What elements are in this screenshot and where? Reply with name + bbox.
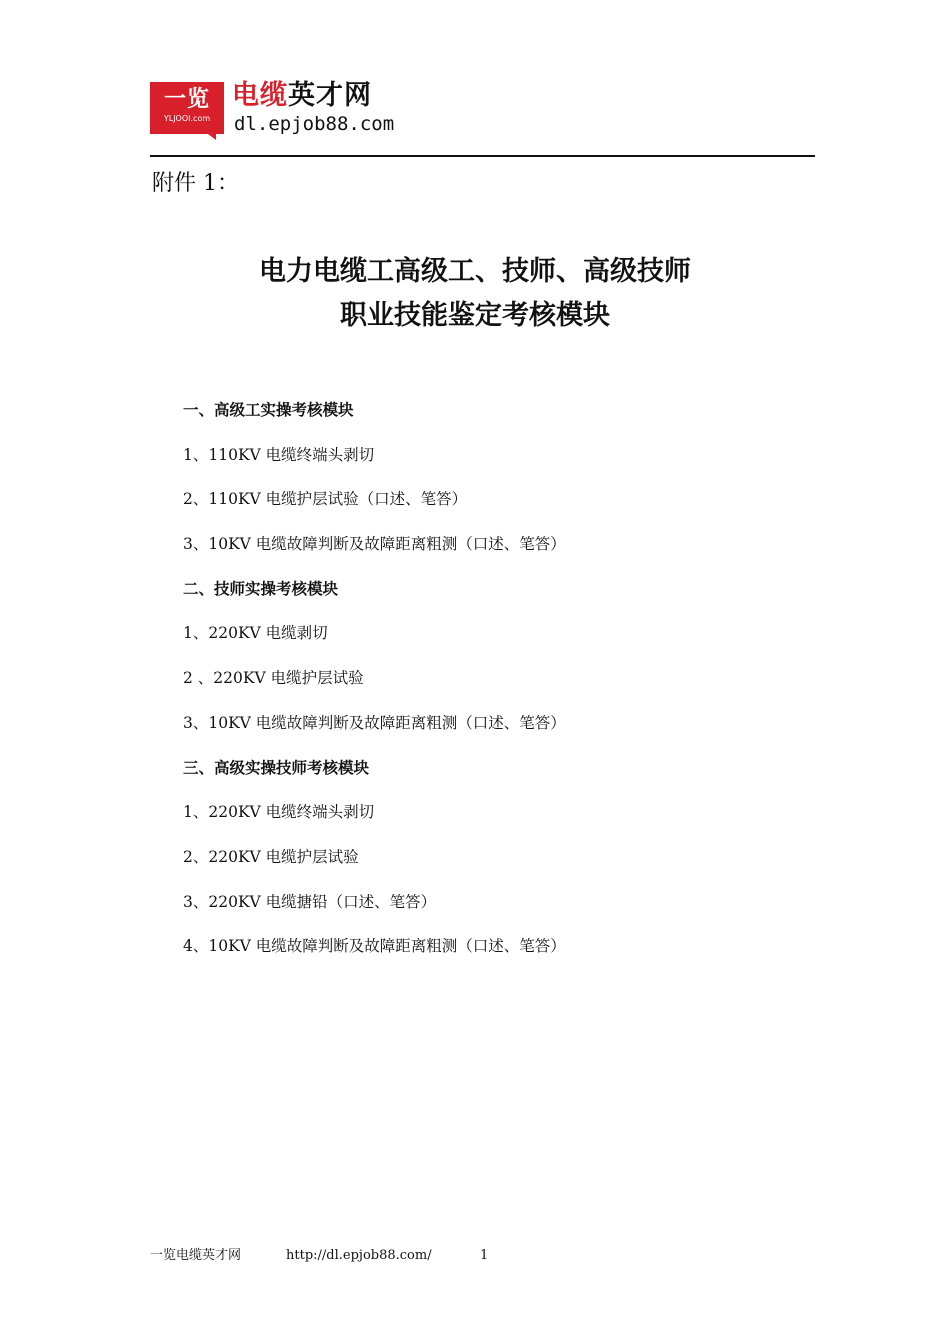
list-item: 2 、220KV 电缆护层试验 — [183, 669, 364, 688]
list-item: 1、110KV 电缆终端头剥切 — [183, 445, 375, 464]
list-item: 3、220KV 电缆搪铅（口述、笔答） — [183, 892, 437, 911]
logo-brand-name — [232, 80, 372, 112]
list-item: 4、10KV 电缆故障判断及故障距离粗测（口述、笔答） — [183, 937, 566, 956]
footer-url-link[interactable]: http://dl.epjob88.com/ — [286, 1248, 432, 1263]
document-title-line-1: 电力电缆工高级工、技师、高级技师 — [259, 256, 691, 287]
list-item: 1、220KV 电缆剥切 — [183, 624, 328, 643]
logo-brand-red: 电缆 — [232, 80, 288, 111]
section-heading: 三、高级实操技师考核模块 — [183, 758, 370, 777]
list-item: 3、10KV 电缆故障判断及故障距离粗测（口述、笔答） — [183, 713, 566, 732]
logo-badge — [150, 82, 224, 134]
footer-site-name: 一览电缆英才网 — [150, 1248, 242, 1263]
list-item: 1、220KV 电缆终端头剥切 — [183, 803, 375, 822]
logo-brand-black: 英才网 — [288, 80, 372, 111]
header-divider — [150, 155, 815, 157]
section-heading: 一、高级工实操考核模块 — [183, 401, 354, 419]
list-item: 3、10KV 电缆故障判断及故障距离粗测（口述、笔答） — [183, 535, 566, 554]
attachment-label: 附件 1： — [152, 171, 239, 196]
list-item: 2、110KV 电缆护层试验（口述、笔答） — [183, 490, 468, 509]
logo-domain: dl.epjob88.com — [234, 113, 395, 135]
logo-badge-subtext: YLJOOI.com — [163, 114, 211, 123]
page-number: 1 — [480, 1248, 489, 1263]
logo-badge-text: 一览 — [163, 87, 210, 112]
document-body — [183, 394, 566, 975]
section-heading: 二、技师实操考核模块 — [183, 579, 339, 598]
list-item: 2、220KV 电缆护层试验 — [183, 847, 359, 866]
document-title-line-2: 职业技能鉴定考核模块 — [340, 300, 610, 331]
